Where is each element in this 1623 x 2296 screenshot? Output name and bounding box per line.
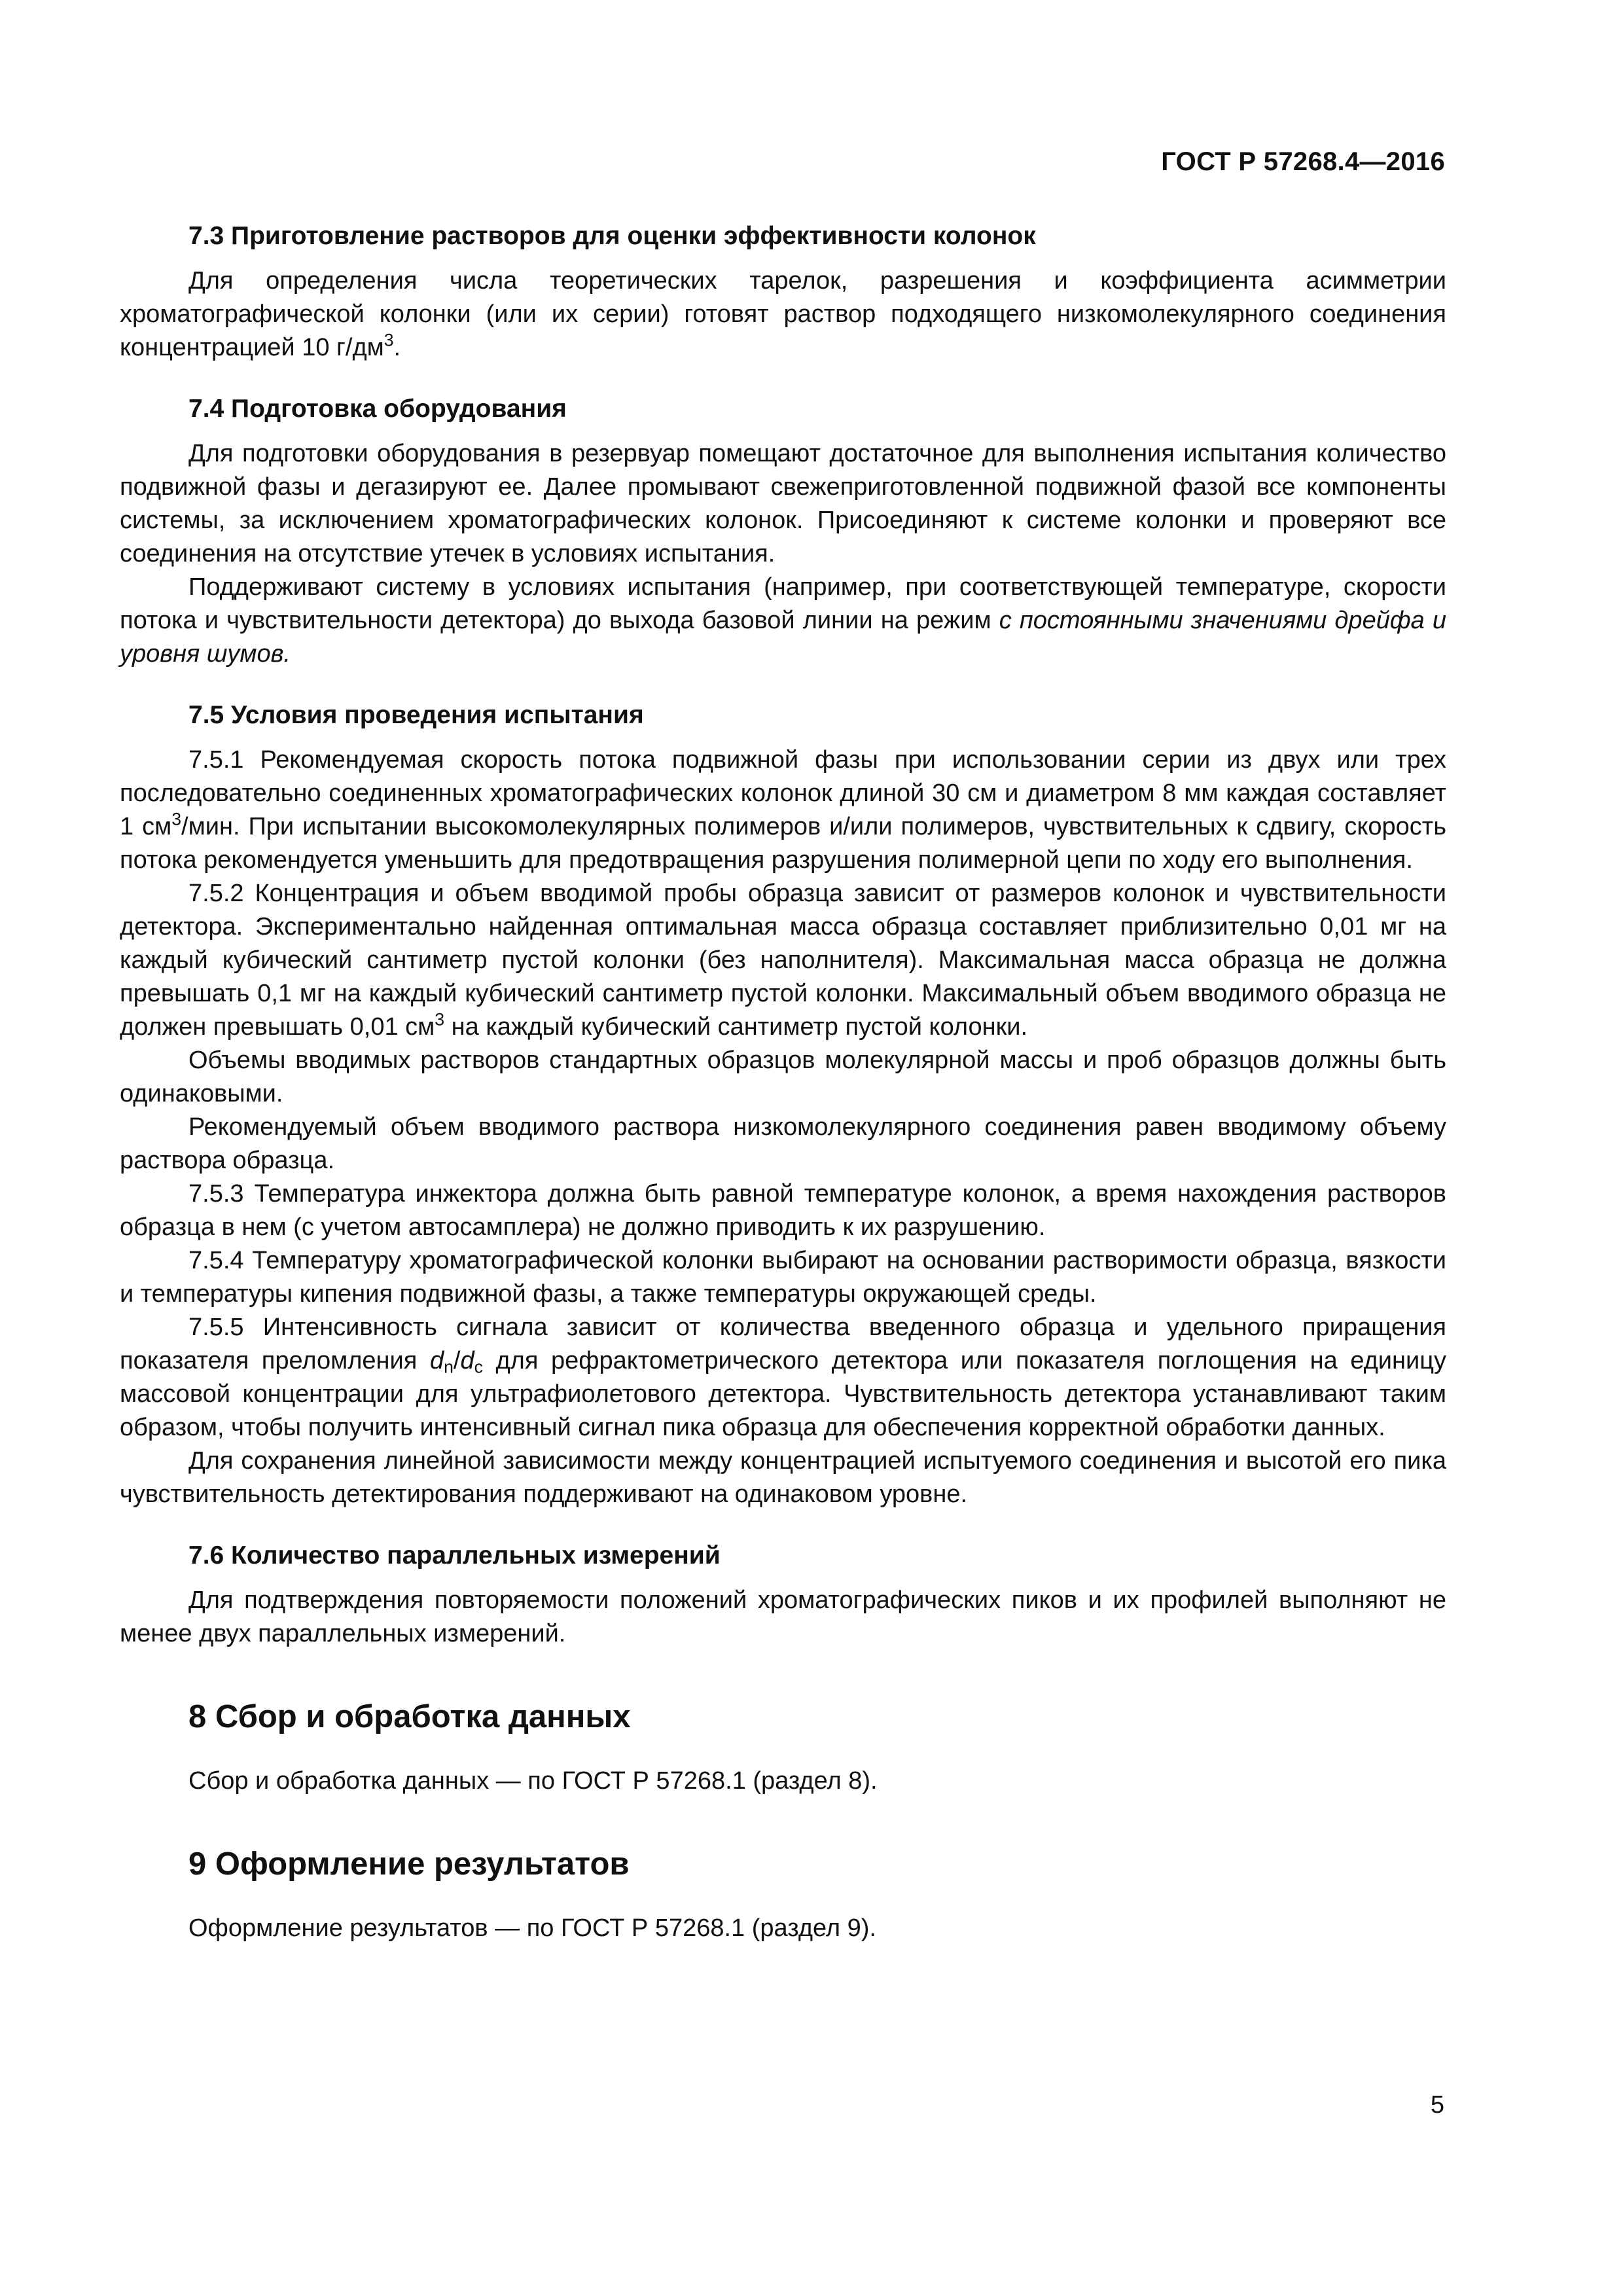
clause-7-5-4: 7.5.4 Температуру хроматографической колонки выбирают на основании растворимости образца, вязкости и температуры кипения подвижной фазы, а также температуры окружающей среды. xyxy=(120,1247,1446,1308)
math-symbol: / xyxy=(453,1347,461,1374)
italic-text: с постоянными значениями дрейфа и уровня шумов. xyxy=(120,607,1446,668)
text-run: /мин. При испытании высокомолекулярных полимеров и/или полимеров, чувствительных к сдвигу, скорость потока рекомендуется уменьшить для предотвращения разрушения полимерной цепи по ходу его выполнения. xyxy=(120,813,1446,874)
section-7-5-heading: 7.5 Условия проведения испытания xyxy=(188,701,644,729)
text-run: для рефрактометрического детектора или показателя поглощения на единицу массовой концентрации для ультрафиолетового детектора. Чувствительность детектора устанавливают таким образом, чтобы получить интенсивный сигнал пика образца для обеспечения корректной обработки данных. xyxy=(120,1347,1446,1441)
section-8-heading: 8 Сбор и обработка данных xyxy=(188,1699,631,1734)
section-7-4-paragraph: Для подготовки оборудования в резервуар помещают достаточное для выполнения испытания количество подвижной фазы и дегазируют ее. Далее промывают свежеприготовленной подвижной фазой все компоненты системы, за исключением хроматографических колонок. Присоединяют к системе колонки и проверяют все соединения на отсутствие утечек в условиях испытания. xyxy=(120,440,1446,567)
clause-7-5-1 xyxy=(120,744,1446,877)
math-symbol: d xyxy=(460,1347,474,1374)
document-header: ГОСТ Р 57268.4—2016 xyxy=(1161,147,1445,176)
clause-7-5-2-paragraph: Рекомендуемый объем вводимого раствора низкомолекулярного соединения равен вводимому объему раствора образца. xyxy=(120,1113,1446,1174)
subscript: c xyxy=(474,1357,483,1377)
section-9-paragraph: Оформление результатов — по ГОСТ Р 57268.1 (раздел 9). xyxy=(188,1914,876,1942)
page-number: 5 xyxy=(1430,2091,1444,2119)
text-run: 7.5.5 Интенсивность сигнала зависит от количества введенного образца и удельного приращения показателя преломления xyxy=(120,1314,1446,1374)
document-body xyxy=(120,219,1446,1945)
section-7-4-paragraph xyxy=(120,571,1446,671)
section-7-6-heading: 7.6 Количество параллельных измерений xyxy=(188,1541,721,1570)
clause-7-5-5-paragraph: Для сохранения линейной зависимости между концентрацией испытуемого соединения и высотой его пика чувствительность детектирования поддерживают на одинаковом уровне. xyxy=(120,1447,1446,1508)
text-run: Поддерживают систему в условиях испытания (например, при соответствующей температуре, скорости потока и чувствительности детектора) до выхода базовой линии на режим xyxy=(120,573,1446,634)
clause-7-5-2 xyxy=(120,877,1446,1044)
superscript: 3 xyxy=(383,330,394,350)
text-run: 7.5.1 Рекомендуемая скорость потока подвижной фазы при использовании серии из двух или трех последовательно соединенных хроматографических колонок длиной 30 см и диаметром 8 мм каждая составляет 1 см xyxy=(120,746,1446,840)
clause-7-5-3: 7.5.3 Температура инжектора должна быть равной температуре колонок, а время нахождения растворов образца в нем (с учетом автосамплера) не должно приводить к их разрушению. xyxy=(120,1180,1446,1241)
section-9-heading: 9 Оформление результатов xyxy=(188,1846,630,1882)
superscript: 3 xyxy=(435,1009,445,1030)
text-run: на каждый кубический сантиметр пустой колонки. xyxy=(444,1013,1027,1041)
superscript: 3 xyxy=(171,809,182,829)
text-run: 7.5.2 Концентрация и объем вводимой пробы образца зависит от размеров колонок и чувствительности детектора. Экспериментально найденная оптимальная масса образца составляет приблизительно 0,01 мг на каждый кубический сантиметр пустой колонки (без наполнителя). Максимальная масса образца не должна превышать 0,1 мг на каждый кубический сантиметр пустой колонки. Максимальный объем вводимого образца не должен превышать 0,01 см xyxy=(120,880,1446,1041)
section-7-6-paragraph: Для подтверждения повторяемости положений хроматографических пиков и их профилей выполняют не менее двух параллельных измерений. xyxy=(120,1587,1446,1647)
clause-7-5-2-paragraph: Объемы вводимых растворов стандартных образцов молекулярной массы и проб образцов должны быть одинаковыми. xyxy=(120,1047,1446,1107)
math-symbol: d xyxy=(429,1347,444,1374)
section-7-4-heading: 7.4 Подготовка оборудования xyxy=(188,395,567,423)
section-8-paragraph: Сбор и обработка данных — по ГОСТ Р 57268.1 (раздел 8). xyxy=(188,1767,878,1795)
section-7-3-heading: 7.3 Приготовление растворов для оценки эффективности колонок xyxy=(188,222,1036,250)
subscript: n xyxy=(444,1357,454,1377)
clause-7-5-5 xyxy=(120,1311,1446,1444)
text-run: . xyxy=(393,334,401,361)
text-run: Для определения числа теоретических тарелок, разрешения и коэффициента асимметрии хроматографической колонки (или их серии) готовят раствор подходящего низкомолекулярного соединения концентрацией 10 г/дм xyxy=(120,267,1446,361)
section-7-3-paragraph xyxy=(120,264,1446,365)
